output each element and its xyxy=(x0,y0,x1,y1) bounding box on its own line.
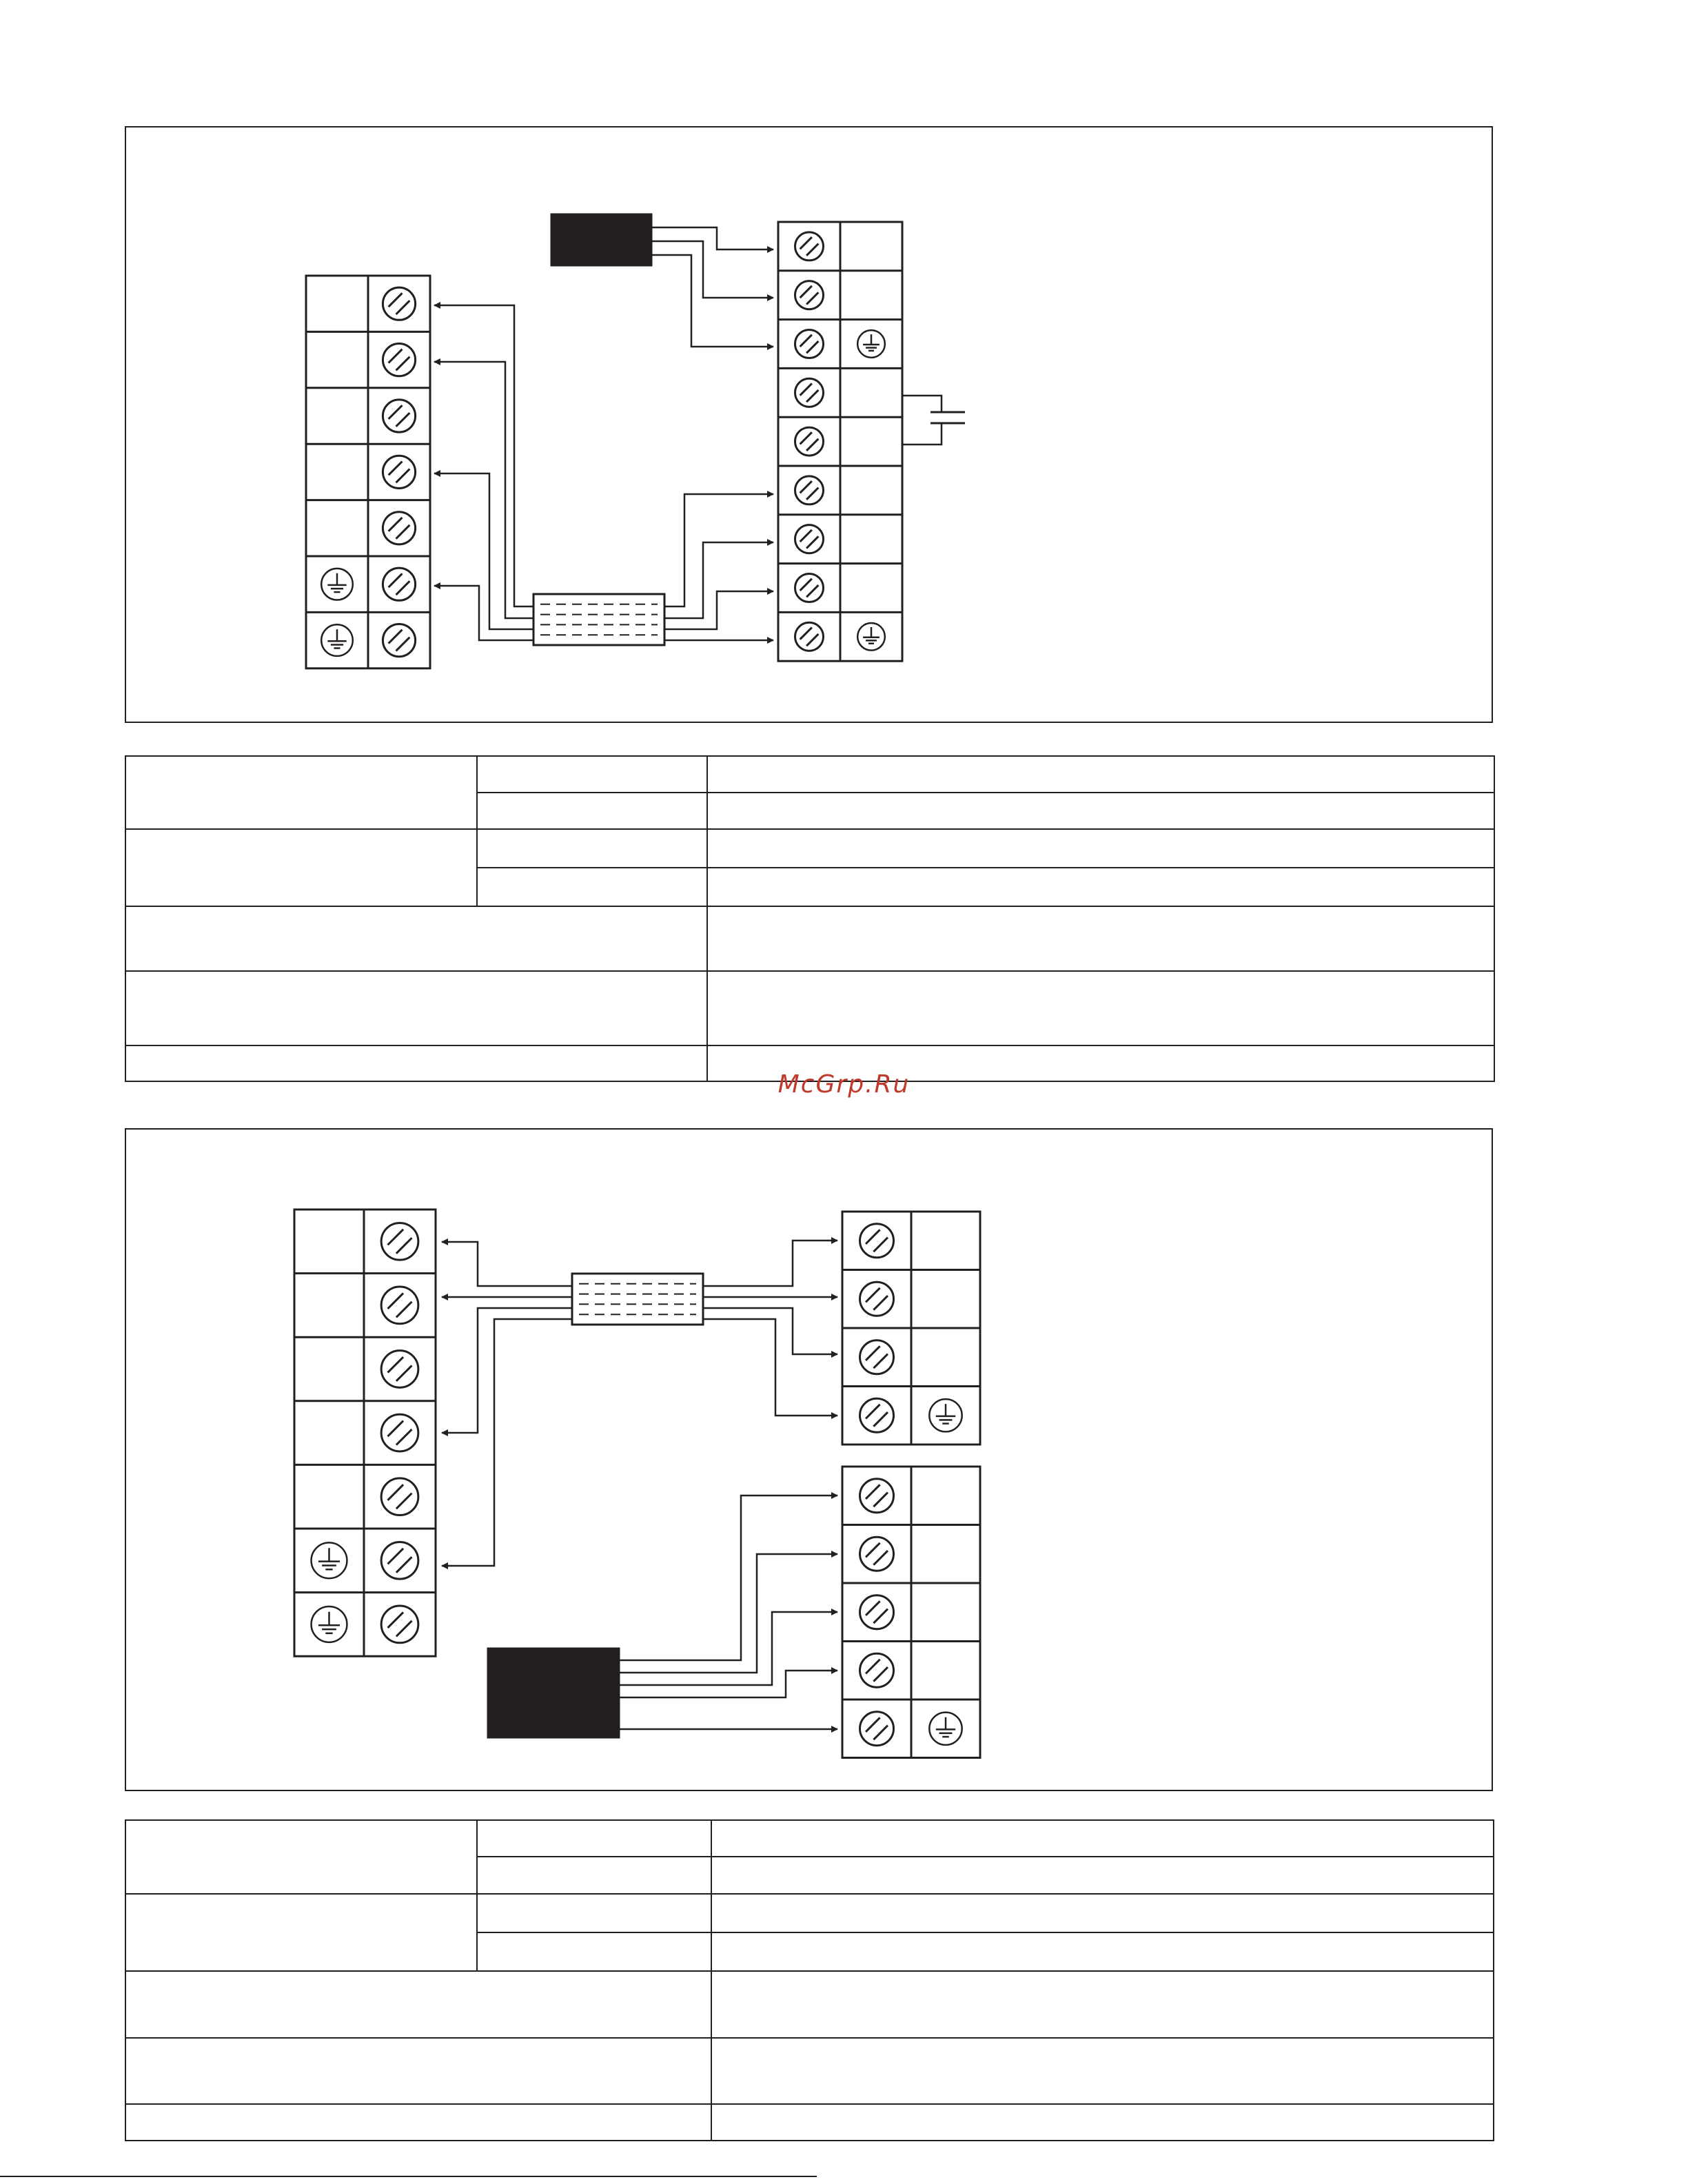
watermark: McGrp.Ru xyxy=(777,1070,911,1099)
device-unit xyxy=(488,1649,619,1737)
screw-terminal-icon xyxy=(383,343,415,376)
screw-terminal-icon xyxy=(383,512,415,544)
wire xyxy=(434,305,533,606)
wire xyxy=(703,1241,837,1286)
screw-terminal-icon xyxy=(381,1542,418,1579)
screw-terminal-icon xyxy=(795,378,823,407)
screw-terminal-icon xyxy=(381,1223,418,1260)
screw-terminal-icon xyxy=(860,1340,893,1374)
ground-icon xyxy=(929,1399,962,1431)
wire xyxy=(651,227,773,249)
ground-icon xyxy=(857,623,885,651)
ground-icon xyxy=(929,1713,962,1745)
shielded-cable-icon xyxy=(533,594,664,645)
screw-terminal-icon xyxy=(383,287,415,320)
device-unit xyxy=(551,214,651,265)
screw-terminal-icon xyxy=(795,329,823,358)
screw-terminal-icon xyxy=(795,476,823,504)
screw-terminal-icon xyxy=(860,1398,893,1432)
ground-icon xyxy=(321,624,353,656)
screw-terminal-icon xyxy=(381,1478,418,1515)
ground-icon xyxy=(321,569,353,600)
ground-icon xyxy=(312,1542,347,1578)
wire xyxy=(619,1612,837,1685)
wire xyxy=(664,591,773,629)
screw-terminal-icon xyxy=(860,1479,893,1513)
wire xyxy=(703,1319,837,1416)
screw-terminal-icon xyxy=(860,1224,893,1258)
screw-terminal-icon xyxy=(383,456,415,488)
screw-terminal-icon xyxy=(795,427,823,456)
screw-terminal-icon xyxy=(381,1351,418,1388)
wire xyxy=(902,423,942,445)
screw-terminal-icon xyxy=(381,1414,418,1451)
screw-terminal-icon xyxy=(860,1712,893,1746)
screw-terminal-icon xyxy=(383,624,415,656)
wire xyxy=(442,1242,572,1286)
wire xyxy=(619,1554,837,1673)
screw-terminal-icon xyxy=(860,1282,893,1316)
wire xyxy=(619,1496,837,1660)
ground-icon xyxy=(312,1606,347,1642)
screw-terminal-icon xyxy=(860,1653,893,1687)
screw-terminal-icon xyxy=(381,1287,418,1324)
wire xyxy=(703,1308,837,1354)
screw-terminal-icon xyxy=(795,622,823,651)
ground-icon xyxy=(857,330,885,358)
wire xyxy=(902,396,942,412)
shielded-cable-icon xyxy=(572,1274,703,1325)
wire xyxy=(664,494,773,606)
wire xyxy=(651,255,773,347)
screw-terminal-icon xyxy=(383,400,415,432)
wire xyxy=(442,1308,572,1433)
wire xyxy=(434,362,533,618)
screw-terminal-icon xyxy=(795,281,823,309)
screw-terminal-icon xyxy=(860,1595,893,1629)
wire xyxy=(434,586,533,640)
screw-terminal-icon xyxy=(383,568,415,600)
screw-terminal-icon xyxy=(795,232,823,261)
wire xyxy=(442,1319,572,1566)
screw-terminal-icon xyxy=(795,573,823,602)
screw-terminal-icon xyxy=(381,1606,418,1643)
screw-terminal-icon xyxy=(860,1537,893,1571)
wire xyxy=(619,1671,837,1697)
screw-terminal-icon xyxy=(795,525,823,553)
